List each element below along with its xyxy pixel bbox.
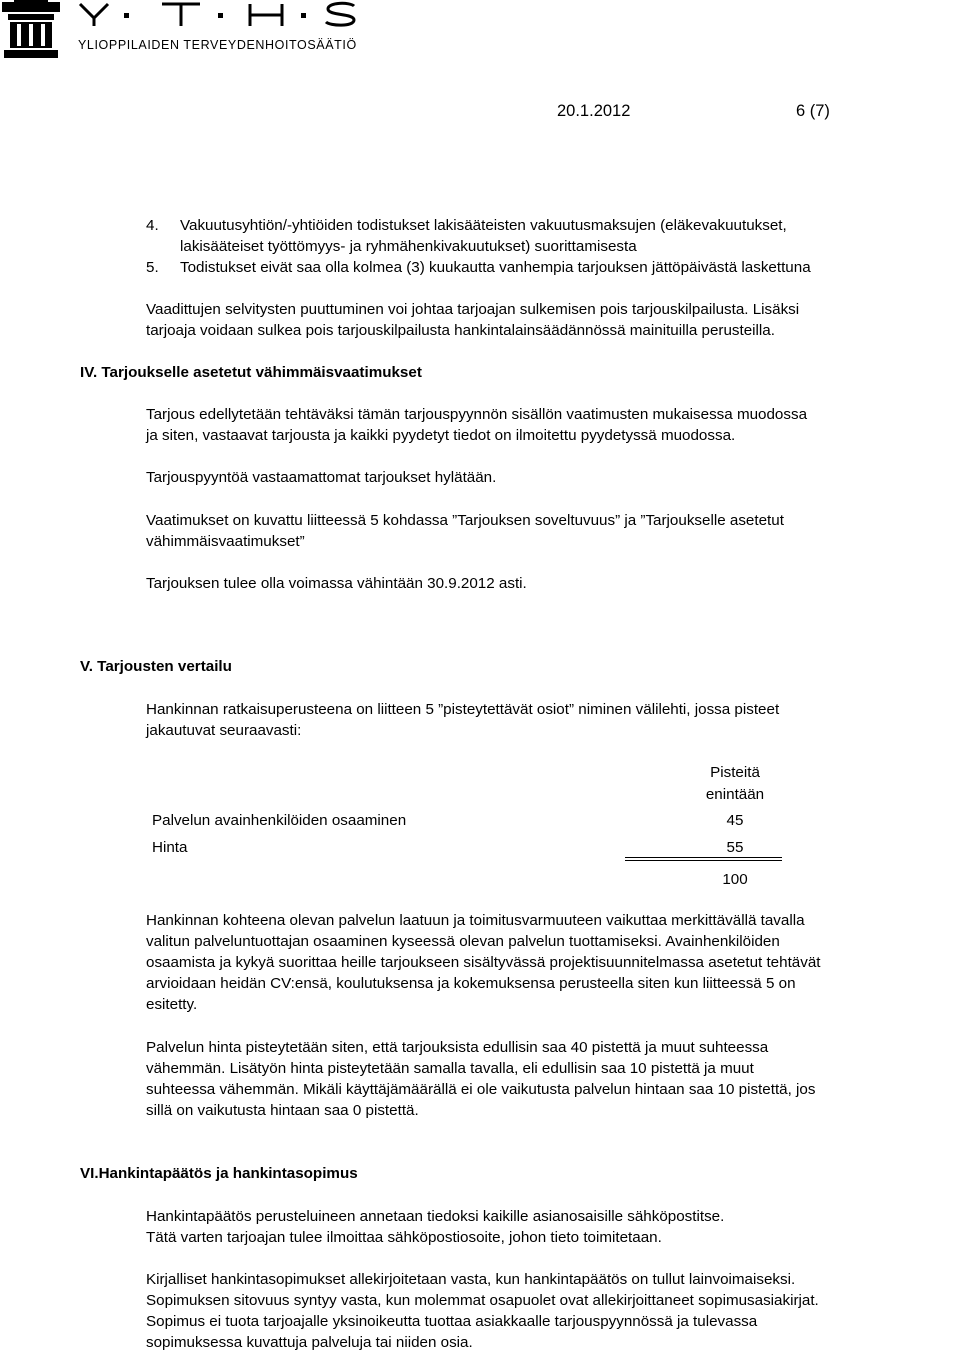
- list-item-5: [146, 257, 811, 278]
- text-line: valitun palveluntuottajan osaaminen kyseessä olevan palvelun tuottamiseksi. Avainhenkilöiden: [146, 933, 780, 950]
- text-line: Kirjalliset hankintasopimukset allekirjoitetaan vasta, kun hankintapäätös on tullut lainvoimaiseksi.: [146, 1271, 796, 1288]
- text-line: sillä on vaikutusta hintaan saa 0 pistettä.: [146, 1102, 419, 1119]
- text-line: vähimmäisvaatimukset”: [146, 533, 305, 550]
- text-line: vähemmän. Lisätyön hinta pisteytetään samalla tavalla, eli edullisin saa 10 pistettä ja muut: [146, 1060, 754, 1077]
- list-item-4: [146, 215, 787, 257]
- section-vi-heading: VI.Hankintapäätös ja hankintasopimus: [80, 1165, 358, 1182]
- text-line: Sopimus ei tuota tarjoajalle yksinoikeutta tuottaa asiakkaalle tarjouspyynnössä ja tulevassa: [146, 1313, 758, 1330]
- text-line: Palvelun hinta pisteytetään siten, että tarjouksista edullisin saa 40 pistettä ja muut suhteessa: [146, 1039, 769, 1056]
- text-line: Vaadittujen selvitysten puuttuminen voi johtaa tarjoajan sulkemisen pois tarjouskilpailusta. Lisäksi: [146, 301, 800, 318]
- sum-divider: [625, 857, 782, 861]
- table-total: 100: [722, 871, 748, 888]
- text-line: Sopimuksen sitovuus syntyy vasta, kun molemmat osapuolet ovat allekirjoittaneet sopimusasiakirjat.: [146, 1292, 819, 1309]
- text-line: Vaatimukset on kuvattu liitteessä 5 kohdassa ”Tarjouksen soveltuvuus” ja ”Tarjoukselle asetetut: [146, 512, 784, 529]
- list-number: 5.: [146, 259, 159, 276]
- section-v-paragraph-1: [146, 910, 821, 1015]
- document-date: 20.1.2012: [557, 102, 631, 120]
- list-number: 4.: [146, 217, 159, 234]
- logo-subtitle: YLIOPPILAIDEN TERVEYDENHOITOSÄÄTIÖ: [78, 38, 357, 52]
- section-vi-paragraph-2: [146, 1269, 819, 1353]
- table-row-value: 45: [726, 812, 744, 829]
- list-text: lakisääteiset työttömyys- ja ryhmähenkivakuutukset) suorittamisesta: [180, 238, 637, 255]
- text-line: ja siten, vastaavat tarjousta ja kaikki pyydetyt tiedot on ilmoitettu pyydetyssä muodossa.: [146, 427, 736, 444]
- list-text: Todistukset eivät saa olla kolmea (3) kuukautta vanhempia tarjouksen jättöpäivästä laskettuna: [180, 259, 811, 276]
- exclusion-paragraph: [146, 299, 799, 341]
- table-header-line-1: Pisteitä: [710, 764, 760, 781]
- text-line: Hankintapäätös perusteluineen annetaan tiedoksi kaikille asianosaisille sähköpostitse.: [146, 1208, 725, 1225]
- text-line: Tätä varten tarjoajan tulee ilmoittaa sähköpostiosoite, johon tieto toimitetaan.: [146, 1229, 662, 1246]
- section-iv-heading: IV. Tarjoukselle asetetut vähimmäisvaatimukset: [80, 364, 422, 381]
- section-v-paragraph-2: [146, 1037, 815, 1121]
- table-row-label: Hinta: [152, 839, 188, 856]
- section-vi-paragraph-1: [146, 1206, 724, 1248]
- section-iv-paragraph-2: Tarjouspyyntöä vastaamattomat tarjoukset hylätään.: [146, 469, 497, 486]
- section-iv-paragraph-4: Tarjouksen tulee olla voimassa vähintään 30.9.2012 asti.: [146, 575, 527, 592]
- section-v-heading: V. Tarjousten vertailu: [80, 658, 232, 675]
- text-line: sopimuksessa kuvattuja palveluja tai niiden osia.: [146, 1334, 473, 1351]
- text-line: esitetty.: [146, 996, 198, 1013]
- page-number: 6 (7): [796, 102, 830, 120]
- section-iv-paragraph-3: [146, 510, 784, 552]
- text-line: jakautuvat seuraavasti:: [146, 722, 302, 739]
- text-line: Tarjous edellytetään tehtäväksi tämän tarjouspyynnön sisällön vaatimusten mukaisessa muodossa: [146, 406, 808, 423]
- section-v-intro: [146, 699, 779, 741]
- text-line: Hankinnan ratkaisuperusteena on liitteen 5 ”pisteytettävät osiot” niminen välilehti, jossa pisteet: [146, 701, 780, 718]
- yths-logo-graphic: [0, 0, 380, 62]
- table-header-line-2: enintään: [705, 786, 765, 803]
- text-line: tarjoaja voidaan sulkea pois tarjouskilpailusta hankintalainsäädännössä mainituilla perusteilla.: [146, 322, 775, 339]
- list-text: Vakuutusyhtiön/-yhtiöiden todistukset lakisääteisten vakuutusmaksujen (eläkevakuutukset,: [180, 217, 787, 234]
- section-iv-paragraph-1: [146, 404, 807, 446]
- table-row-value: 55: [726, 839, 744, 856]
- text-line: Hankinnan kohteena olevan palvelun laatuun ja toimitusvarmuuteen vaikuttaa merkittävällä tavalla: [146, 912, 805, 929]
- text-line: arvioidaan heidän CV:ensä, koulutuksensa ja kokemuksensa perusteella siten kun liitteessä 5 on: [146, 975, 796, 992]
- text-line: osaamista ja kykyä suorittaa heille tarjoukseen sisältyvässä projektisuunnitelmassa asetetut tehtävät: [146, 954, 821, 971]
- yths-logo: [0, 0, 380, 68]
- table-row-label: Palvelun avainhenkilöiden osaaminen: [152, 812, 407, 829]
- text-line: suhteessa vähemmän. Mikäli käyttäjämäärällä ei ole vaikutusta palvelun hintaan saa 10 pistettä, jos: [146, 1081, 816, 1098]
